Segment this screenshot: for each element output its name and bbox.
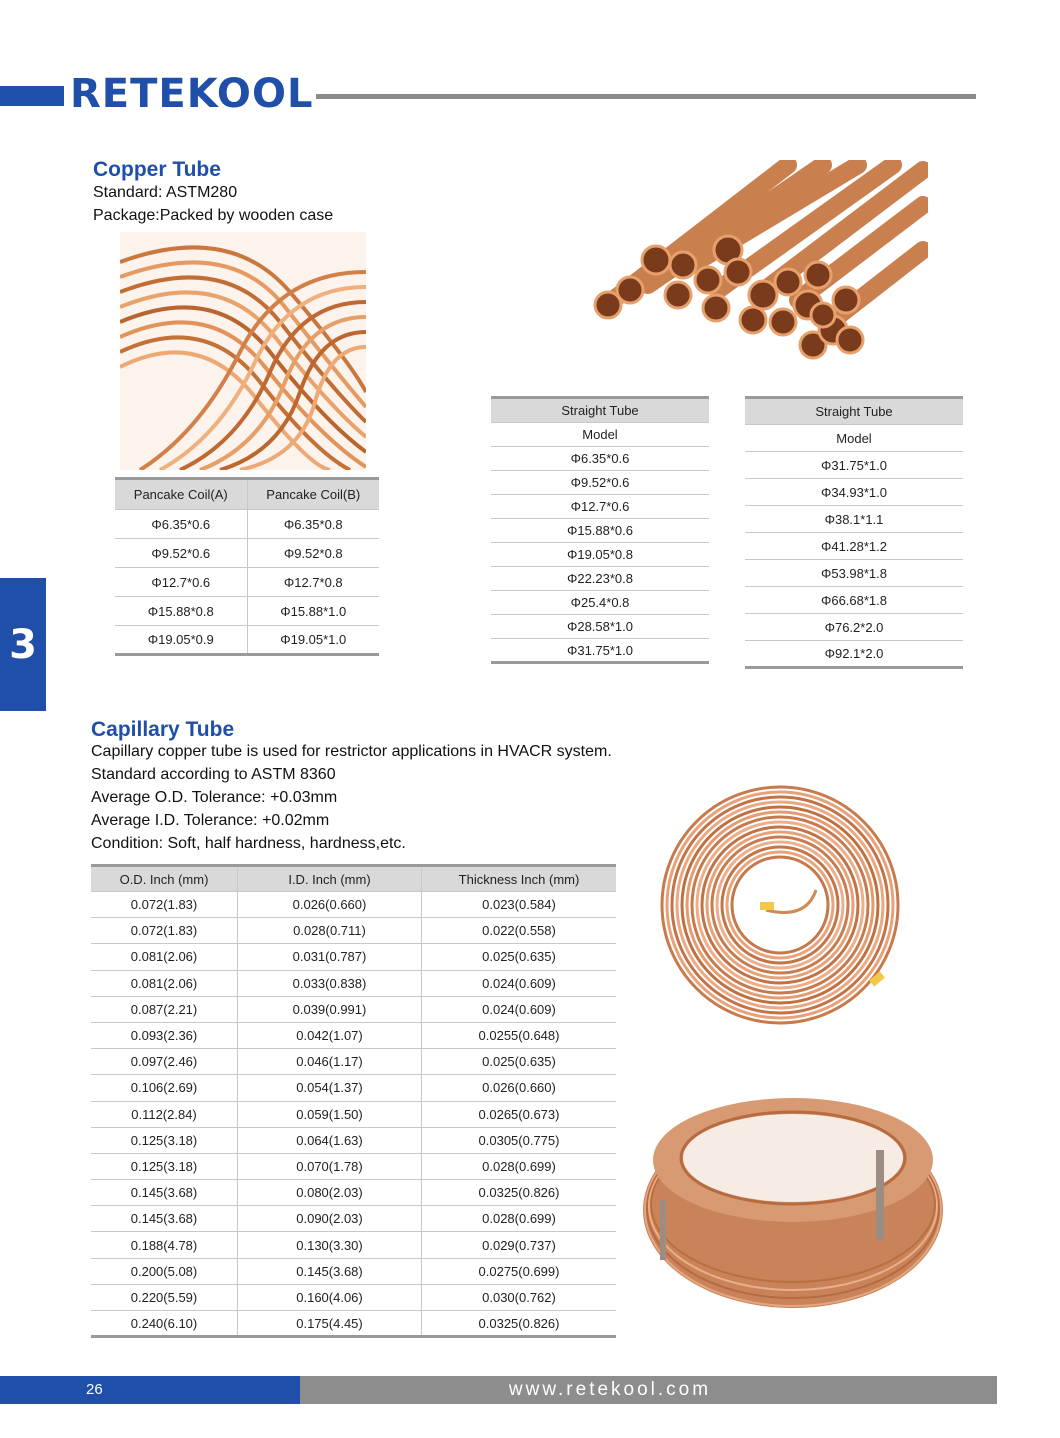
table-cell: 0.025(0.635) [422, 1049, 617, 1075]
pancake-coil-image [120, 232, 366, 470]
table-cell: Φ31.75*1.0 [491, 639, 709, 663]
table-cell: 0.0265(0.673) [422, 1101, 617, 1127]
website-url[interactable]: www.retekool.com [508, 1379, 712, 1400]
table-row [491, 615, 709, 639]
capillary-tube-info [91, 740, 612, 855]
table-cell: Φ53.98*1.8 [745, 560, 963, 587]
table-cell: 0.029(0.737) [422, 1232, 617, 1258]
table-cell: 0.025(0.635) [422, 944, 617, 970]
table-row [91, 1049, 616, 1075]
table-cell: 0.080(2.03) [238, 1180, 422, 1206]
table-cell: 0.0305(0.775) [422, 1127, 617, 1153]
table-cell: 0.028(0.711) [238, 918, 422, 944]
table-row [91, 996, 616, 1022]
table-cell: Φ6.35*0.6 [491, 447, 709, 471]
table-cell: 0.090(2.03) [238, 1206, 422, 1232]
table-cell: 0.059(1.50) [238, 1101, 422, 1127]
table-cell: 0.125(3.18) [91, 1153, 238, 1179]
table-row [491, 591, 709, 615]
table-row [745, 560, 963, 587]
table-header: Pancake Coil(B) [247, 479, 379, 510]
copper-tube-title: Copper Tube [93, 158, 221, 181]
table-cell: Φ9.52*0.8 [247, 539, 379, 568]
table-cell: 0.031(0.787) [238, 944, 422, 970]
table-cell: 0.0275(0.699) [422, 1258, 617, 1284]
table-cell: 0.070(1.78) [238, 1153, 422, 1179]
table-cell: Φ92.1*2.0 [745, 641, 963, 668]
table-cell: 0.087(2.21) [91, 996, 238, 1022]
table-row [91, 1022, 616, 1048]
table-cell: 0.145(3.68) [238, 1258, 422, 1284]
table-row [115, 539, 379, 568]
table-cell: Φ15.88*0.6 [491, 519, 709, 543]
pancake-coil-table [115, 477, 379, 656]
table-row [91, 1232, 616, 1258]
table-cell: 0.130(3.30) [238, 1232, 422, 1258]
table-cell: 0.093(2.36) [91, 1022, 238, 1048]
table-cell: 0.042(1.07) [238, 1022, 422, 1048]
straight-tube-table-1 [491, 396, 709, 664]
table-cell: Φ12.7*0.8 [247, 568, 379, 597]
table-row [115, 510, 379, 539]
table-cell: Φ76.2*2.0 [745, 614, 963, 641]
table-row [745, 452, 963, 479]
table-cell: 0.023(0.584) [422, 892, 617, 918]
table-cell: Φ28.58*1.0 [491, 615, 709, 639]
table-cell: 0.081(2.06) [91, 970, 238, 996]
table-row [745, 506, 963, 533]
table-cell: 0.022(0.558) [422, 918, 617, 944]
table-row [91, 1127, 616, 1153]
table-cell: 0.240(6.10) [91, 1311, 238, 1337]
capillary-line: Average I.D. Tolerance: +0.02mm [91, 812, 330, 829]
table-cell: 0.175(4.45) [238, 1311, 422, 1337]
table-header: I.D. Inch (mm) [238, 866, 422, 892]
table-cell: 0.028(0.699) [422, 1153, 617, 1179]
footer-blue-bar [0, 1376, 300, 1404]
table-cell: Model [745, 425, 963, 452]
straight-tube-image [588, 160, 928, 388]
table-cell: 0.072(1.83) [91, 892, 238, 918]
table-row [115, 568, 379, 597]
table-row [491, 423, 709, 447]
chapter-tab: 3 [0, 578, 46, 711]
table-cell: 0.145(3.68) [91, 1206, 238, 1232]
table-header: O.D. Inch (mm) [91, 866, 238, 892]
table-row [91, 1101, 616, 1127]
table-cell: Model [491, 423, 709, 447]
table-row [91, 1180, 616, 1206]
table-cell: 0.145(3.68) [91, 1180, 238, 1206]
table-cell: 0.033(0.838) [238, 970, 422, 996]
table-row [115, 626, 379, 655]
capillary-tube-table [91, 864, 616, 1338]
table-row [745, 479, 963, 506]
table-cell: 0.046(1.17) [238, 1049, 422, 1075]
table-cell: Φ12.7*0.6 [115, 568, 247, 597]
capillary-line: Standard according to ASTM 8360 [91, 766, 336, 783]
table-cell: 0.220(5.59) [91, 1284, 238, 1310]
table-cell: 0.028(0.699) [422, 1206, 617, 1232]
capillary-roll-image [640, 1080, 946, 1310]
table-row [491, 519, 709, 543]
table-cell: 0.072(1.83) [91, 918, 238, 944]
table-row [745, 425, 963, 452]
table-row [491, 447, 709, 471]
header-accent-bar [0, 86, 64, 106]
capillary-line: Average O.D. Tolerance: +0.03mm [91, 789, 338, 806]
table-row [491, 567, 709, 591]
table-row [91, 970, 616, 996]
table-header: Thickness Inch (mm) [422, 866, 617, 892]
table-cell: 0.054(1.37) [238, 1075, 422, 1101]
table-cell: Φ6.35*0.8 [247, 510, 379, 539]
table-row [745, 641, 963, 668]
header-rule [316, 94, 976, 99]
table-cell: Φ12.7*0.6 [491, 495, 709, 519]
table-cell: Φ22.23*0.8 [491, 567, 709, 591]
table-cell: Φ6.35*0.6 [115, 510, 247, 539]
table-cell: Φ15.88*1.0 [247, 597, 379, 626]
table-cell: Φ15.88*0.8 [115, 597, 247, 626]
page-number: 26 [86, 1381, 103, 1398]
straight-tube-table-2 [745, 396, 963, 669]
table-cell: 0.200(5.08) [91, 1258, 238, 1284]
table-cell: Φ34.93*1.0 [745, 479, 963, 506]
table-header: Straight Tube [745, 398, 963, 425]
table-cell: 0.106(2.69) [91, 1075, 238, 1101]
table-cell: Φ19.05*0.8 [491, 543, 709, 567]
capillary-line: Condition: Soft, half hardness, hardness,etc. [91, 835, 406, 852]
table-row [491, 543, 709, 567]
table-row [491, 639, 709, 663]
table-row [745, 533, 963, 560]
table-row [91, 918, 616, 944]
table-cell: 0.024(0.609) [422, 970, 617, 996]
table-cell: 0.026(0.660) [422, 1075, 617, 1101]
copper-standard-line: Standard: ASTM280 [93, 184, 238, 201]
table-cell: 0.0325(0.826) [422, 1180, 617, 1206]
table-cell: 0.097(2.46) [91, 1049, 238, 1075]
table-cell: Φ25.4*0.8 [491, 591, 709, 615]
table-cell: 0.081(2.06) [91, 944, 238, 970]
brand-logo: RETEKOOL [70, 71, 314, 117]
table-cell: 0.112(2.84) [91, 1101, 238, 1127]
table-row [491, 471, 709, 495]
table-row [91, 1284, 616, 1310]
table-cell: Φ38.1*1.1 [745, 506, 963, 533]
table-cell: 0.188(4.78) [91, 1232, 238, 1258]
table-cell: 0.064(1.63) [238, 1127, 422, 1153]
table-cell: 0.030(0.762) [422, 1284, 617, 1310]
table-cell: Φ41.28*1.2 [745, 533, 963, 560]
table-cell: 0.125(3.18) [91, 1127, 238, 1153]
table-cell: Φ31.75*1.0 [745, 452, 963, 479]
table-row [491, 495, 709, 519]
table-cell: 0.160(4.06) [238, 1284, 422, 1310]
table-cell: Φ19.05*1.0 [247, 626, 379, 655]
table-cell: 0.026(0.660) [238, 892, 422, 918]
table-cell: Φ66.68*1.8 [745, 587, 963, 614]
table-header: Straight Tube [491, 398, 709, 423]
table-cell: 0.039(0.991) [238, 996, 422, 1022]
table-row [745, 614, 963, 641]
table-cell: 0.024(0.609) [422, 996, 617, 1022]
capillary-tube-title: Capillary Tube [91, 718, 235, 741]
table-cell: Φ9.52*0.6 [491, 471, 709, 495]
table-row [91, 1153, 616, 1179]
table-cell: 0.0325(0.826) [422, 1311, 617, 1337]
capillary-coil-image [656, 780, 904, 1030]
table-row [91, 944, 616, 970]
table-row [91, 1311, 616, 1337]
table-cell: Φ9.52*0.6 [115, 539, 247, 568]
table-row [91, 1206, 616, 1232]
table-row [91, 892, 616, 918]
copper-tube-info [93, 181, 333, 227]
table-row [91, 1258, 616, 1284]
copper-package-line: Package:Packed by wooden case [93, 207, 334, 224]
table-row [745, 587, 963, 614]
table-row [91, 1075, 616, 1101]
capillary-line: Capillary copper tube is used for restrictor applications in HVACR system. [91, 743, 612, 760]
table-cell: Φ19.05*0.9 [115, 626, 247, 655]
table-cell: 0.0255(0.648) [422, 1022, 617, 1048]
table-header: Pancake Coil(A) [115, 479, 247, 510]
table-row [115, 597, 379, 626]
